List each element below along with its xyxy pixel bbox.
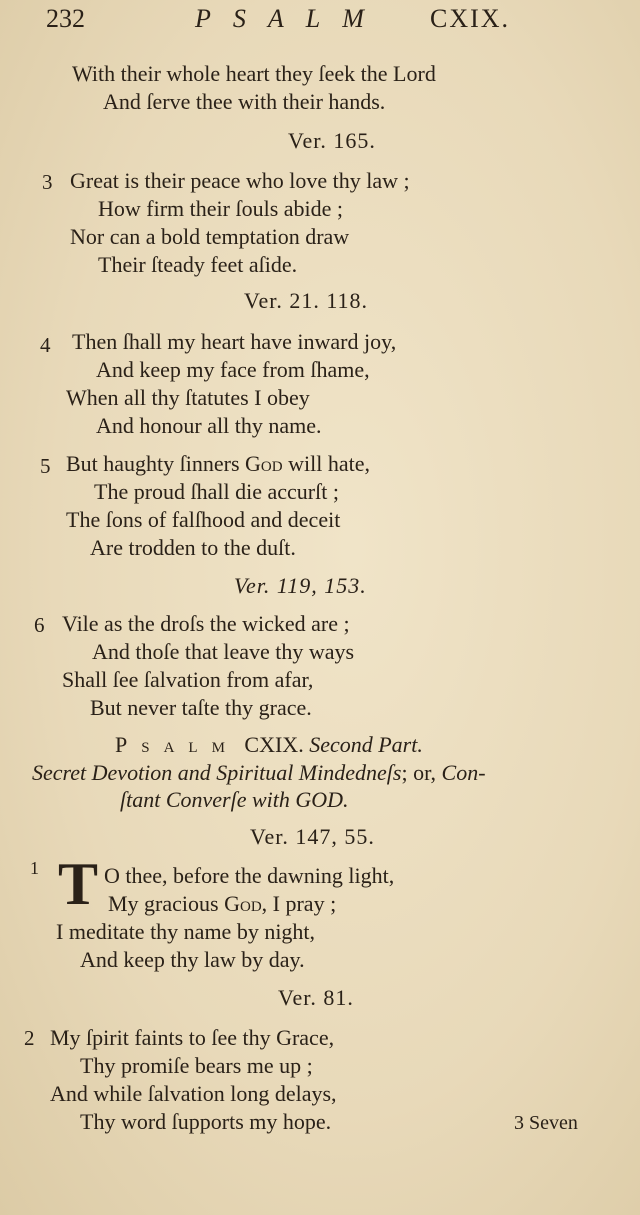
divine-name: God <box>224 891 262 916</box>
verse-line: But never taſte thy grace. <box>90 695 312 720</box>
running-head-psalm: PSALM <box>195 4 386 33</box>
verse-line: With their whole heart they ſeek the Lord <box>72 61 436 86</box>
stanza-number: 3 <box>42 170 53 194</box>
verse-line: Thy promiſe bears me up ; <box>80 1053 313 1078</box>
verse-reference: Ver. 21. 118. <box>244 288 369 313</box>
verse-reference: Ver. 147, 55. <box>250 824 375 849</box>
verse-line: My gracious God, I pray ; <box>108 891 337 916</box>
running-head-number: CXIX. <box>430 4 511 33</box>
verse-line: My ſpirit faints to ſee thy Grace, <box>50 1025 335 1050</box>
verse-reference: Ver. 165. <box>288 128 376 153</box>
verse-line: Then ſhall my heart have inward joy, <box>72 329 397 354</box>
section-subtitle: Secret Devotion and Spiritual Mindedneſs; or, Con- <box>32 760 486 785</box>
verse-reference: Ver. 119, 153. <box>234 573 367 598</box>
verse-line: Vile as the droſs the wicked are ; <box>62 611 350 636</box>
verse-line: When all thy ſtatutes I obey <box>66 385 310 410</box>
verse-line: Nor can a bold temptation draw <box>70 224 350 249</box>
verse-line: Their ſteady feet aſide. <box>98 252 298 277</box>
stanza-number: 5 <box>40 454 51 478</box>
stanza-number: 1 <box>30 858 39 878</box>
catchword: 3 Seven <box>514 1112 578 1134</box>
verse-line: Are trodden to the duſt. <box>90 535 296 560</box>
verse-line: O thee, before the dawning light, <box>104 863 395 888</box>
verse-line: The ſons of falſhood and deceit <box>66 507 341 532</box>
verse-line: Thy word ſupports my hope. <box>80 1109 332 1134</box>
verse-line: But haughty ſinners God will hate, <box>66 451 370 476</box>
verse-reference: Ver. 81. <box>278 985 354 1010</box>
verse-line: How firm their ſouls abide ; <box>98 196 344 221</box>
section-title: Psalm CXIX. Second Part. <box>115 732 423 757</box>
verse-line: And thoſe that leave thy ways <box>92 639 355 664</box>
stanza-number: 4 <box>40 333 51 357</box>
verse-line: I meditate thy name by night, <box>56 919 316 944</box>
verse-line: And honour all thy name. <box>96 413 322 438</box>
verse-line: And while ſalvation long delays, <box>50 1081 337 1106</box>
verse-line: Great is their peace who love thy law ; <box>70 168 410 193</box>
page-number: 232 <box>46 4 85 33</box>
verse-line: And ſerve thee with their hands. <box>103 89 386 114</box>
verse-line: And keep my face from ſhame, <box>96 357 370 382</box>
section-subtitle-continued: ſtant Converſe with GOD. <box>120 787 349 812</box>
drop-capital: T <box>58 851 99 917</box>
verse-line: The proud ſhall die accurſt ; <box>94 479 339 504</box>
stanza-number: 6 <box>34 613 45 637</box>
verse-line: And keep thy law by day. <box>80 947 305 972</box>
verse-line: Shall ſee ſalvation from afar, <box>62 667 314 692</box>
stanza-number: 2 <box>24 1026 35 1050</box>
divine-name: God <box>245 451 283 476</box>
